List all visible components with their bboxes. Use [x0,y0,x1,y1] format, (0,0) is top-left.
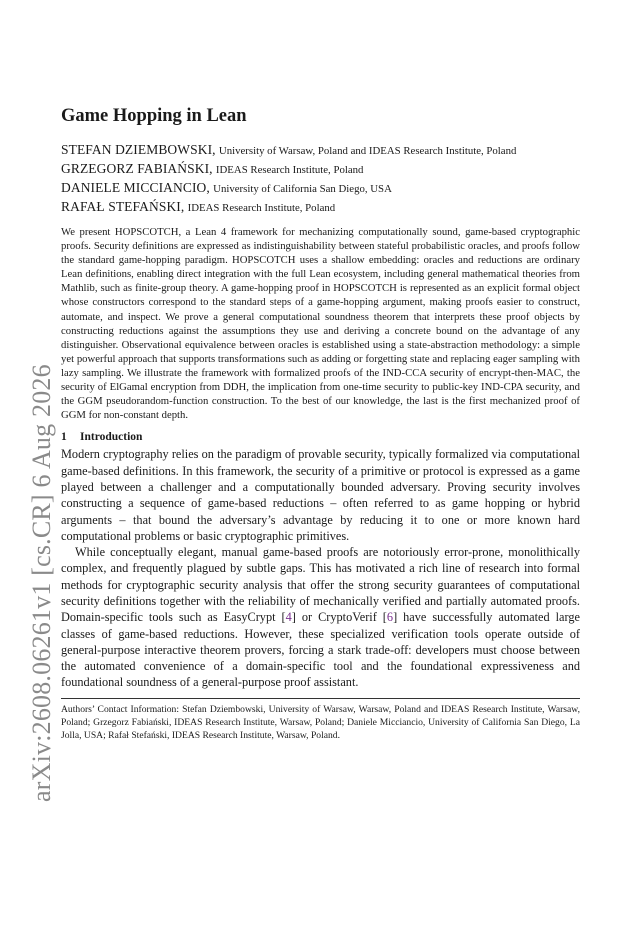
author-name: GRZEGORZ FABIAŃSKI, [61,161,213,176]
author-name: DANIELE MICCIANCIO, [61,180,210,195]
paper-title: Game Hopping in Lean [61,106,247,126]
author-name: RAFAŁ STEFAŃSKI, [61,199,185,214]
author-affiliation: IDEAS Research Institute, Poland [215,164,364,176]
author-list [61,141,580,217]
abstract: We present HOPSCOTCH, a Lean 4 framework for mechanizing computationally sound, game-based cryptographic proofs. Security definitions are expressed as indistinguishability between stateful probabilistic oracles, and proofs follow the standard game-hopping paradigm. HOPSCOTCH uses a shallow embedding: oracles and reductions are ordinary Lean definitions, enabling direct integration with the full Lean ecosystem, including general mathematical theories from Mathlib, such as finite-group theory. A game-hopping proof in HOPSCOTCH is represented as an explicit formal object whose constructors correspond to the standard steps of a game-hopping argument, making proofs easier to construct, automate, and inspect. We prove a general computational soundness theorem that interprets these proof objects by constructing reductions against the assumptions they use and deriving a concrete bound on the advantage of any distinguisher. Observational equivalence between oracles is established using a state-abstraction methodology: a simple yet powerful approach that supports transformations such as adding or forgetting state and replacing eager sampling with lazy sampling. We illustrate the framework with formalized proofs of the IND-CCA security of encrypt-then-MAC, the security of ElGamal encryption from DDH, the implication from one-time security to public-key IND-CPA security, and the GGM pseudorandom-function construction. To the best of our knowledge, the last is the first mechanized proof of GGM for non-constant depth. [61,226,580,422]
author-affiliation: IDEAS Research Institute, Poland [187,202,336,214]
arxiv-stamp: arXiv:2608.06261v1 [cs.CR] 6 Aug 2026 [27,364,56,802]
paragraph-text: While conceptually elegant, manual game-based proofs are notoriously error-prone, monolithically complex, and frequently plagued by subtle gaps. This has motivated a rich line of research into formal methods for cryptographic security analysis that offer the strong security guarantees of computational security definitions together with the reliability of mechanically verified and partially automated proofs. Domain-specific tools such as EasyCrypt [ [61,545,580,625]
footnote-divider [61,698,580,699]
citation-link[interactable]: 6 [386,610,394,625]
section-number: 1 [61,431,67,444]
section-heading [61,431,580,443]
footnote: Authors’ Contact Information: Stefan Dziembowski, University of Warsaw, Warsaw, Poland and IDEAS Research Institute, Warsaw, Poland; Grzegorz Fabiański, IDEAS Research Institute, Warsaw, Poland; Daniele Micciancio, University of California San Diego, La Jolla, USA; Rafał Stefański, IDEAS Research Institute, Warsaw, Poland. [61,703,580,741]
paragraph-text: ] or CryptoVerif [ [291,610,387,625]
author-entry [61,160,580,179]
section-title: Introduction [80,431,143,444]
author-entry [61,179,580,198]
author-name: STEFAN DZIEMBOWSKI, [61,142,216,157]
author-affiliation: University of Warsaw, Poland and IDEAS Research Institute, Poland [218,145,517,157]
author-entry [61,141,580,160]
author-entry [61,198,580,217]
paper-page [61,106,580,742]
author-affiliation: University of California San Diego, USA [213,183,392,195]
citation-link[interactable]: 4 [285,610,292,625]
body-paragraph: Modern cryptography relies on the paradigm of provable security, typically formalized via computational game-based definitions. In this framework, the security of a primitive or protocol is expressed as a game played between a challenger and a computationally bounded adversary. Proving security involves constructing a sequence of game-based reductions – often referred to as game hopping or hybrid arguments – that bound the adversary’s advantage by reducing it to one or more known hard computational problems or basic cryptographic primitives. [61,447,580,543]
body-paragraph [61,544,580,691]
paragraph-text: ] have successfully automated large classes of game-based reductions. However, these specialized verification tools operate outside of general-purpose interactive theorem provers, forcing a stark trade-off: developers must choose between the automated convenience of a domain-specific tool and the foundational expressiveness and foundational soundness of a general-purpose proof assistant. [61,610,580,690]
